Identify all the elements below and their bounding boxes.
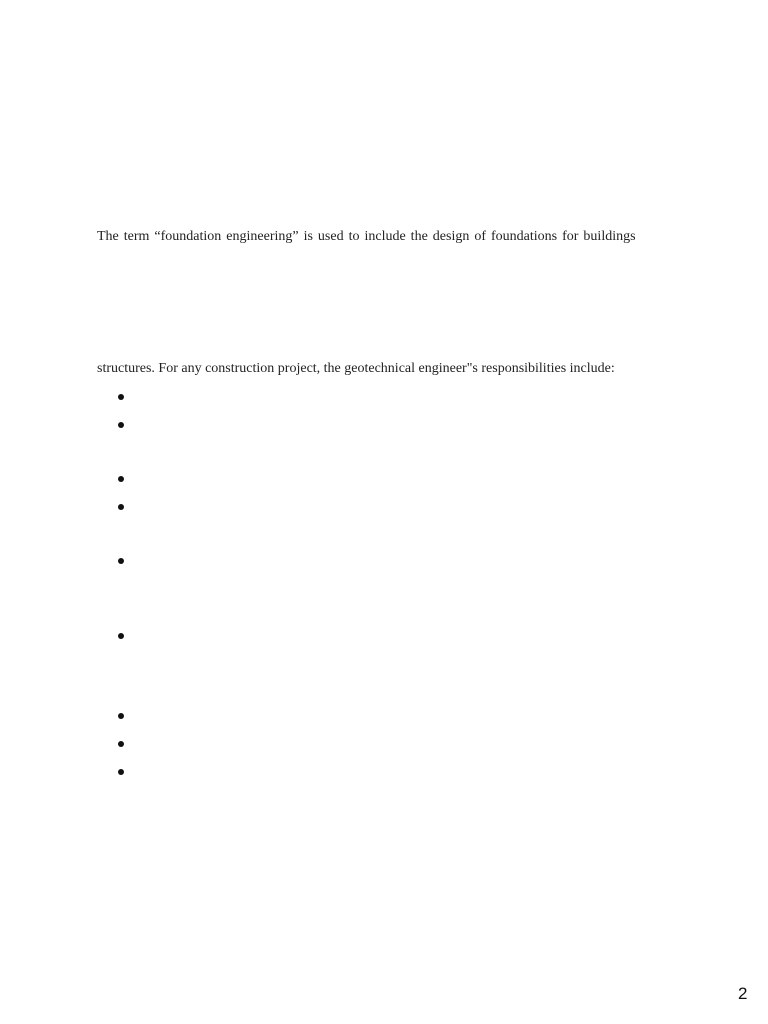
bullet-point: [118, 633, 124, 639]
page-number: 2: [738, 984, 748, 1003]
bullet-point: [118, 504, 124, 510]
bullet-point: [118, 769, 124, 775]
paragraph-responsibilities-intro: structures. For any construction project, the geotechnical engineer"s responsibilities include:: [97, 361, 615, 376]
bullet-point: [118, 741, 124, 747]
bullet-point: [118, 713, 124, 719]
bullet-point: [118, 476, 124, 482]
bullet-point: [118, 558, 124, 564]
bullet-point: [118, 394, 124, 400]
bullet-point: [118, 422, 124, 428]
paragraph-foundation-engineering: The term “foundation engineering” is used to include the design of foundations for buildings: [97, 229, 636, 244]
